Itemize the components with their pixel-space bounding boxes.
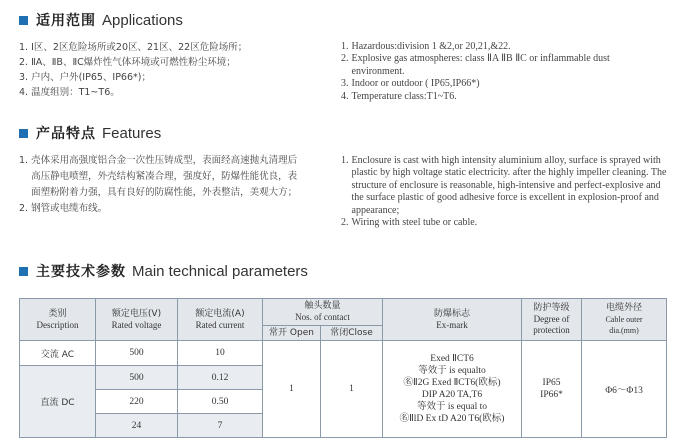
list-item: 3. 户内、户外(IP65、IP66*)； [19, 72, 151, 83]
list-item: 2. ⅡA、ⅡB、ⅡC爆炸性气体环境或可燃性粉尘环境； [19, 57, 236, 68]
features-title-cn: 产品特点 [36, 126, 96, 142]
cell-open-count: 1 [263, 341, 321, 438]
cell-ac-voltage: 500 [96, 341, 178, 366]
cell-protection: IP65 IP66* [522, 341, 582, 438]
list-item: 4. 温度组别：T1~T6。 [19, 87, 120, 98]
cell-dc-current: 0.12 [178, 366, 263, 390]
list-item: 3. Indoor or outdoor ( IP65,IP66*) [341, 78, 480, 90]
header-protection: 防护等级 Degree of protection [522, 299, 582, 341]
cell-dc-voltage: 24 [96, 414, 178, 438]
list-item: 2. Wiring with steel tube or cable. [341, 217, 478, 229]
features-en-list [341, 155, 667, 229]
cell-cable: Φ6～Φ13 [582, 341, 667, 438]
section-square-icon [19, 267, 28, 276]
cell-dc-voltage: 500 [96, 366, 178, 390]
header-voltage: 额定电压(V) Rated voltage [96, 299, 178, 341]
features-title-en: Features [102, 124, 162, 142]
list-item: 1. Ⅰ区、2区危险场所或20区、21区、22区危险场所； [19, 42, 248, 53]
header-close: 常闭Close [321, 326, 383, 341]
cell-dc-current: 7 [178, 414, 263, 438]
applications-title-en: Applications [102, 11, 183, 29]
header-category: 类别 Description [20, 299, 96, 341]
cell-close-count: 1 [321, 341, 383, 438]
header-open: 常开 Open [263, 326, 321, 341]
header-exmark: 防爆标志 Ex-mark [383, 299, 522, 341]
list-item: 1. Enclosure is cast with high intensity aluminium alloy, surface is sprayed with plastic by high voltage static electricity. after the highly impeller cleaning. The structure of enclosure is reasonable, high-intensive and perfect-explosive and the surface plastic of good adhesive force is excellent in explosion-proof and appearance; [341, 155, 667, 216]
applications-header [19, 11, 183, 29]
params-title-en: Main technical parameters [132, 262, 308, 280]
header-contact: 触头数量 Nos. of contact [263, 299, 383, 326]
section-square-icon [19, 16, 28, 25]
features-header [19, 124, 161, 142]
features-cn-list [19, 153, 304, 217]
section-square-icon [19, 129, 28, 138]
params-title-cn: 主要技术参数 [36, 264, 126, 280]
list-item: 4. Temperature class:T1~T6. [341, 90, 457, 102]
list-item: 1. Hazardous:division 1 &2,or 20,21,&22. [341, 41, 511, 52]
list-item: 2. Explosive gas atmospheres: class ⅡA ⅡB ⅡC or inflammable dust environment. [341, 53, 610, 77]
header-current: 额定电流(A) Rated current [178, 299, 263, 341]
list-item: 1. 壳体采用高强度铝合金一次性压铸成型，表面经高速抛丸清理后高压静电喷塑，外壳结构紧凑合理，强度好，防爆性能优良，表面塑粉附着力强，具有良好的防腐性能，外表整洁，美观大方； [19, 155, 298, 198]
cell-dc-label: 直流 DC [20, 366, 96, 438]
list-item: 2. 钢管或电缆布线。 [19, 203, 108, 214]
table-row [20, 341, 667, 366]
header-cable: 电缆外径 Cable outer dia.(mm) [582, 299, 667, 341]
applications-cn-list [19, 40, 319, 100]
cell-exmark: Exed ⅡCT6 等效于 is equalto ㊔Ⅱ2G Exed ⅡCT6(欧标) DIP A20 TA,T6 等效于 is equal to ㊔ⅡlD Ex tD A20 T6(欧标) [383, 341, 522, 438]
spec-table [19, 298, 667, 438]
applications-en-list [341, 41, 651, 103]
cell-dc-current: 0.50 [178, 390, 263, 414]
params-header [19, 262, 308, 280]
cell-ac-current: 10 [178, 341, 263, 366]
cell-dc-voltage: 220 [96, 390, 178, 414]
applications-title-cn: 适用范围 [36, 13, 96, 29]
cell-ac-label: 交流 AC [20, 341, 96, 366]
